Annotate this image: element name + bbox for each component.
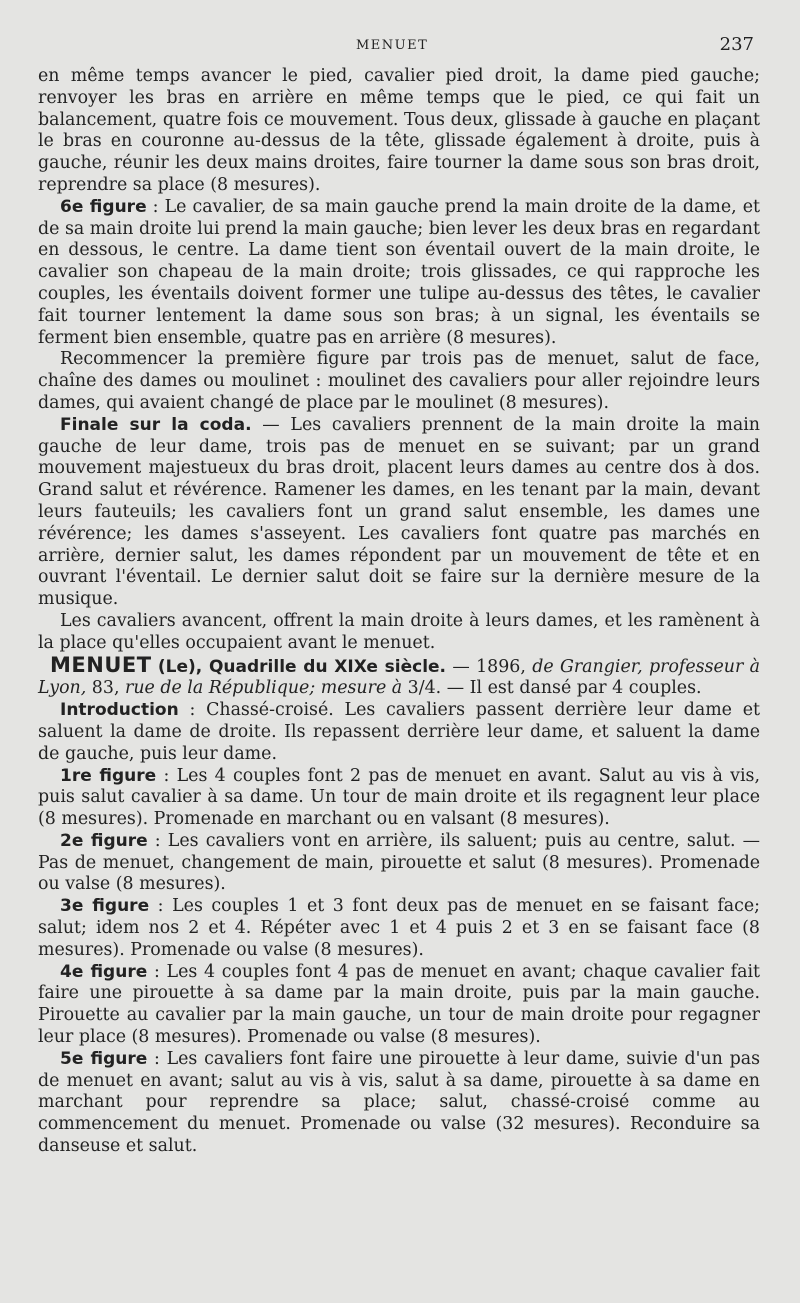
paragraph — [38, 66, 760, 197]
page-header — [0, 34, 800, 60]
figure-label: 3e figure — [60, 896, 150, 917]
label-separator: : — [146, 196, 165, 217]
entry-measure: 3/4. — Il est dansé par 4 couples. — [402, 678, 702, 699]
paragraph — [38, 349, 760, 414]
paragraph — [38, 415, 760, 611]
paragraph — [38, 611, 760, 655]
dictionary-entry — [38, 652, 761, 701]
figure-paragraph — [38, 831, 760, 896]
paragraph-text: Les couples 1 et 3 font deux pas de menuet en se faisant face; salut; idem nos 2 et 4. Répéter avec 1 et 4 puis 2 et 3 en se faisant face (8 mesures). Promenade ou valse (8 mesures). — [38, 896, 761, 960]
paragraph-text: Les cavaliers font faire une pirouette à leur dame, suivie d'un pas de menuet en avant; salut au vis à vis, salut à sa dame, pirouette à sa dame en marchant pour reprendre sa place; salut, chassé-croisé comme au commencement du menuet. Promenade ou valse (32 mesures). Reconduire sa danseuse et salut. — [38, 1048, 760, 1157]
entry-title: MENUET — [50, 652, 152, 677]
entry-number: 83, — [86, 678, 125, 699]
label-separator: : — [149, 896, 173, 917]
paragraph-text: Les cavaliers avancent, offrent la main droite à leurs dames, et les ramènent à la place qu'elles occupaient avant le menuet. — [38, 610, 760, 653]
entry-dash: — 1896, — [446, 656, 533, 677]
paragraph-text: Chassé-croisé. Les cavaliers passent derrière leur dame et saluent la dame de droite. Ils repassent derrière leur dame, et saluent la dame de gauche, puis leur dame. — [38, 700, 760, 764]
label-separator: : — [156, 765, 177, 786]
figure-label: 6e figure — [60, 196, 147, 217]
figure-paragraph — [38, 1049, 760, 1158]
paragraph-text: en même temps avancer le pied, cavalier pied droit, la dame pied gauche; renvoyer les bras en arrière en même temps que le pied, ce qui fait un balancement, quatre fois ce mouvement. Tous deux, glissade à gauche en plaçant le bras en couronne au-dessus de la tête, glissade également à droite, puis à gauche, réunir les deux mains droites, faire tourner la dame sous son bras droit, reprendre sa place (8 mesures). — [38, 66, 760, 195]
label-separator: — — [251, 414, 291, 435]
figure-paragraph — [38, 766, 760, 831]
label-separator: : — [178, 700, 207, 721]
paragraph-text: Les 4 couples font 2 pas de menuet en avant. Salut au vis à vis, puis salut cavalier à sa dame. Un tour de main droite et ils regagnent leur place (8 mesures). Promenade en marchant ou en valsant (8 mesures). — [38, 765, 761, 830]
paragraph-text: Le cavalier, de sa main gauche prend la main droite de la dame, et de sa main droite lui prend la main gauche; bien lever les deux bras en regardant en dessous, le centre. La dame tient son éventail ouvert de la main droite, le cavalier son chapeau de la main droite; trois glissades, ce qui rapproche les couples, les éventails doivent former une tulipe au-dessus des têtes, le cavalier fait tourner lentement la dame sous son bras; à un signal, les éventails se ferment bien ensemble, quatre pas en arrière (8 mesures). — [38, 196, 761, 348]
label-separator: : — [147, 961, 167, 982]
paragraph-text: Les 4 couples font 4 pas de menuet en avant; chaque cavalier fait faire une pirouette à sa dame par la main droite, puis par la main gauche. Pirouette au cavalier par la main gauche, un tour de main droite pour regagner leur place (8 mesures). Promenade ou valse (8 mesures). — [38, 961, 760, 1048]
body-text — [38, 66, 760, 1158]
entry-author: de Grangier, professeur à Lyon, — [38, 656, 761, 699]
page-number: 237 — [719, 34, 754, 55]
figure-label: 4e figure — [60, 961, 148, 982]
paragraph-text: Recommencer la première figure par trois pas de menuet, salut de face, chaîne des dames ou moulinet : moulinet des cavaliers pour aller rejoindre leurs dames, qui avaient changé de place par le moulinet (8 mesures). — [38, 349, 760, 413]
figure-label: Finale sur la coda. — [60, 414, 252, 435]
entry-address: rue de la République; mesure à — [125, 678, 403, 699]
figure-label: 2e figure — [60, 830, 148, 851]
label-separator: : — [147, 1048, 167, 1069]
paragraph-text: Les cavaliers prennent de la main droite la main gauche de leur dame, trois pas de menuet en se suivant; par un grand mouvement majestueux du bras droit, placent leurs dames au centre dos à dos. Grand salut et révérence. Ramener les dames, en les tenant par la main, devant leurs fauteuils; les cavaliers font un grand salut ensemble, les dames une révérence; les dames s'asseyent. Les cavaliers font quatre pas marchés en arrière, dernier salut, les dames répondent par un mouvement de tête et en ouvrant l'éventail. Le dernier salut doit se faire sur la dernière mesure de la musique. — [38, 414, 760, 610]
label-separator: : — [147, 830, 168, 851]
entry-subtitle: (Le), Quadrille du XIXe siècle. — [157, 656, 447, 677]
figure-paragraph — [38, 896, 760, 961]
paragraph — [38, 197, 760, 350]
running-title: MENUET — [356, 38, 429, 53]
paragraph-text: Les cavaliers vont en arrière, ils saluent; puis au centre, salut. — Pas de menuet, changement de main, pirouette et salut (8 mesures). Promenade ou valse (8 mesures). — [38, 830, 761, 895]
figure-label: 5e figure — [60, 1048, 148, 1069]
figure-label: 1re figure — [60, 765, 157, 786]
figure-paragraph — [38, 700, 760, 765]
figure-label: Introduction — [60, 700, 179, 721]
figure-paragraph — [38, 962, 760, 1049]
